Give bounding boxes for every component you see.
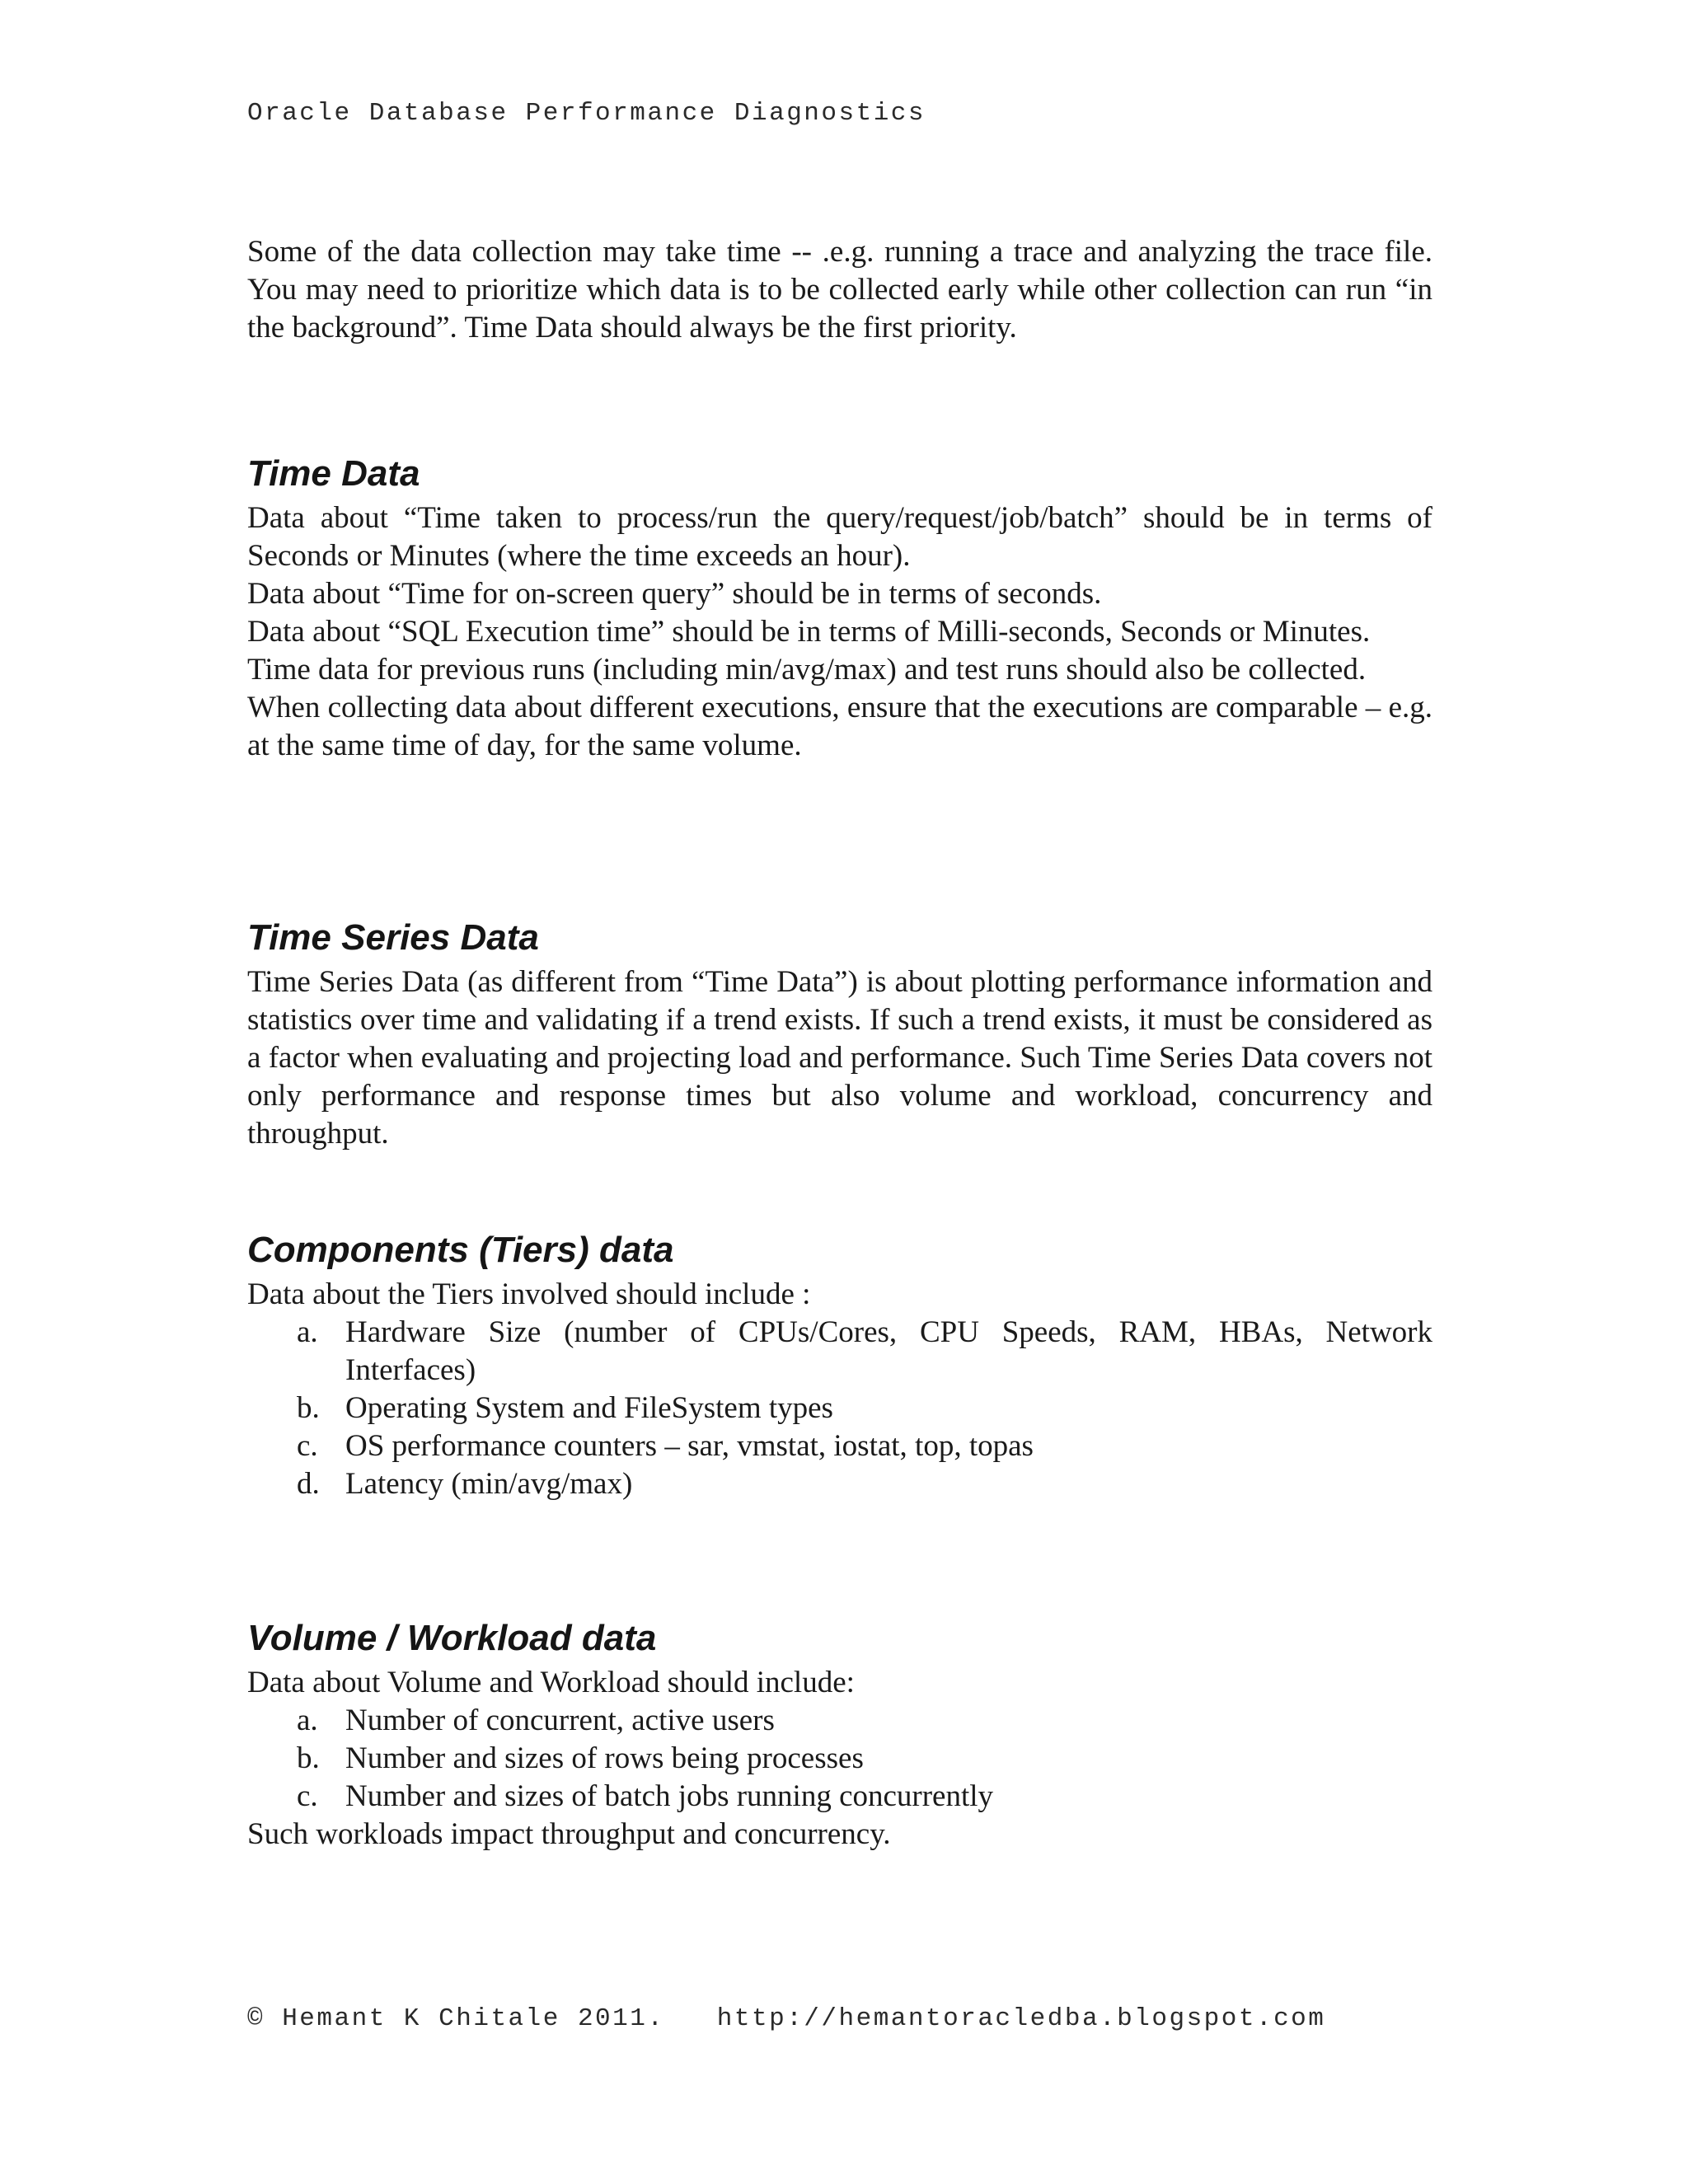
list-item-text: Latency (min/avg/max) — [345, 1467, 633, 1501]
list-item-text: Hardware Size (number of CPUs/Cores, CPU Speeds, RAM, HBAs, Network Interfaces) — [345, 1315, 1432, 1387]
list-item — [247, 1314, 1432, 1390]
paragraph: Time data for previous runs (including min/avg/max) and test runs should also be collected. — [247, 653, 1367, 687]
list-item — [247, 1465, 1432, 1503]
list-marker: c. — [297, 1779, 318, 1813]
lead-text: Data about the Tiers involved should include : — [247, 1277, 811, 1311]
section-heading: Time Series Data — [247, 917, 539, 958]
lead-text: Data about Volume and Workload should include: — [247, 1666, 855, 1699]
list-marker: a. — [297, 1315, 318, 1349]
page-content — [247, 233, 1432, 1851]
list-item — [247, 1778, 1432, 1816]
section-components-data — [247, 1228, 1432, 1503]
list-item-text: Number and sizes of rows being processes — [345, 1741, 864, 1775]
list-item-text: OS performance counters – sar, vmstat, iostat, top, topas — [345, 1429, 1034, 1463]
intro-paragraph: Some of the data collection may take time -- .e.g. running a trace and analyzing the trace file. You may need to prioritize which data is to be collected early while other collection can run “in the background”. Time Data should always be the first priority. — [247, 235, 1432, 344]
paragraph: Time Series Data (as different from “Time Data”) is about plotting performance information and statistics over time and validating if a trend exists. If such a trend exists, it must be considered as a factor when evaluating and projecting load and performance. Such Time Series Data covers not only performance and response times but also volume and workload, concurrency and throughput. — [247, 965, 1432, 1151]
section-heading: Volume / Workload data — [247, 1618, 657, 1658]
list-marker: a. — [297, 1704, 318, 1737]
section-heading: Time Data — [247, 453, 420, 494]
section-time-series-data — [247, 916, 1432, 1153]
paragraph: Data about “Time taken to process/run the query/request/job/batch” should be in terms of Seconds or Minutes (where the time exceeds an hour). — [247, 501, 1432, 573]
list-marker: d. — [297, 1467, 320, 1501]
paragraph: When collecting data about different executions, ensure that the executions are comparable – e.g. at the same time of day, for the same volume. — [247, 691, 1432, 762]
list-item — [247, 1702, 1432, 1740]
list-item — [247, 1740, 1432, 1778]
components-list — [247, 1314, 1432, 1503]
list-marker: c. — [297, 1429, 318, 1463]
paragraph: Data about “Time for on-screen query” should be in terms of seconds. — [247, 577, 1102, 611]
section-volume-workload-data — [247, 1616, 1432, 1854]
section-time-data — [247, 452, 1432, 765]
volume-list — [247, 1702, 1432, 1816]
closing-text: Such workloads impact throughput and concurrency. — [247, 1817, 891, 1851]
running-footer: © Hemant K Chitale 2011. http://hemantoracledba.blogspot.com — [247, 2004, 1326, 2033]
list-item-text: Number and sizes of batch jobs running concurrently — [345, 1779, 994, 1813]
list-marker: b. — [297, 1741, 320, 1775]
list-item — [247, 1427, 1432, 1465]
running-header: Oracle Database Performance Diagnostics — [247, 99, 926, 128]
section-heading: Components (Tiers) data — [247, 1230, 674, 1270]
list-item-text: Operating System and FileSystem types — [345, 1391, 833, 1425]
list-marker: b. — [297, 1391, 320, 1425]
paragraph: Data about “SQL Execution time” should be in terms of Milli-seconds, Seconds or Minutes. — [247, 615, 1371, 649]
list-item — [247, 1390, 1432, 1427]
list-item-text: Number of concurrent, active users — [345, 1704, 775, 1737]
